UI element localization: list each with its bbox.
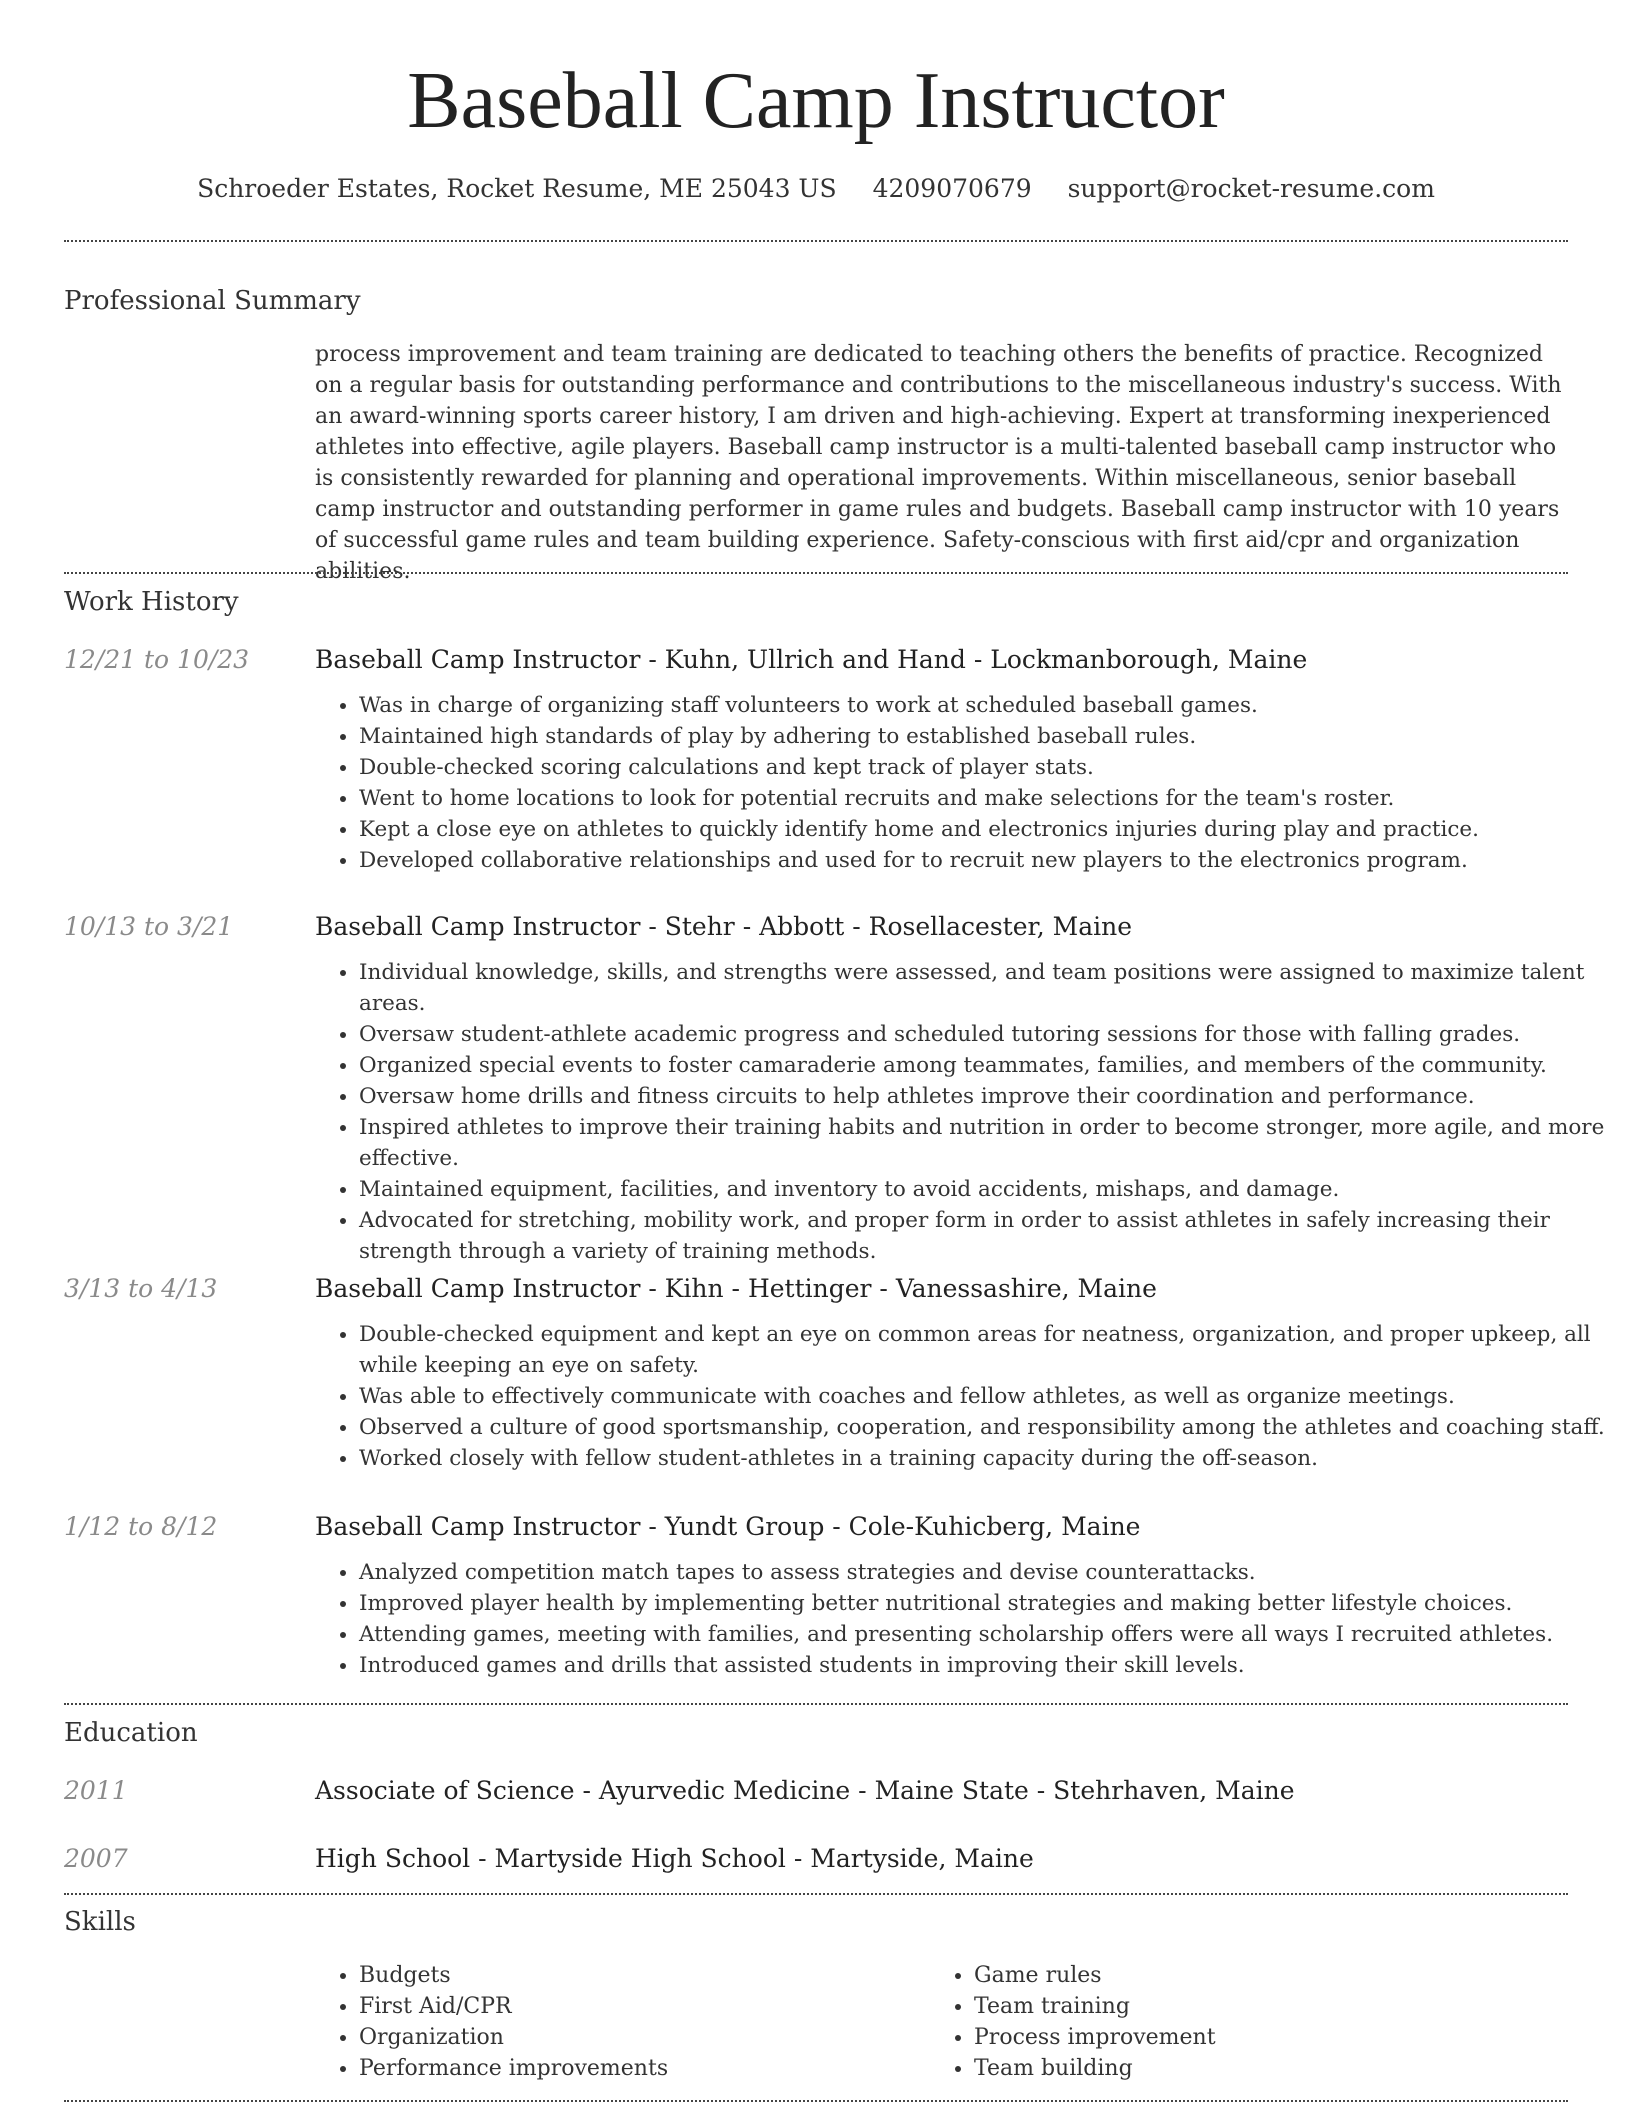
job-bullets	[315, 1319, 1612, 1474]
section-title-summary: Professional Summary	[64, 286, 361, 316]
divider	[64, 1703, 1568, 1705]
list-item: • Was able to effectively communicate with coaches and fellow athletes, as well as organize meetings.	[359, 1381, 1612, 1412]
divider	[64, 2100, 1568, 2102]
list-item: • Game rules	[974, 1960, 1534, 1991]
job-bullets	[315, 690, 1612, 876]
job-bullets	[315, 957, 1612, 1267]
job-dates: 1/12 to 8/12	[64, 1512, 218, 1541]
list-item: • Performance improvements	[359, 2053, 919, 2084]
list-item: • Worked closely with fellow student-athletes in a training capacity during the off-season.	[359, 1443, 1612, 1474]
list-item: • Analyzed competition match tapes to assess strategies and devise counterattacks.	[359, 1557, 1612, 1588]
list-item: • Team building	[974, 2053, 1534, 2084]
job-title: Baseball Camp Instructor - Kihn - Hettinger - Vanessashire, Maine	[315, 1274, 1157, 1303]
list-item: • Double-checked scoring calculations and kept track of player stats.	[359, 752, 1612, 783]
list-item: • Went to home locations to look for potential recruits and make selections for the team's roster.	[359, 783, 1612, 814]
list-item: • Process improvement	[974, 2022, 1534, 2053]
list-item: • Maintained equipment, facilities, and inventory to avoid accidents, mishaps, and damage.	[359, 1174, 1612, 1205]
education-year: 2011	[64, 1776, 128, 1805]
section-title-education: Education	[64, 1718, 198, 1748]
list-item: • Observed a culture of good sportsmanship, cooperation, and responsibility among the athletes and coaching staff.	[359, 1412, 1612, 1443]
list-item: • Improved player health by implementing better nutritional strategies and making better lifestyle choices.	[359, 1588, 1612, 1619]
contact-email: support@rocket-resume.com	[1067, 174, 1435, 203]
list-item: • Organization	[359, 2022, 919, 2053]
candidate-name: Baseball Camp Instructor	[407, 57, 1225, 145]
list-item: • Oversaw student-athlete academic progress and scheduled tutoring sessions for those with falling grades.	[359, 1019, 1612, 1050]
list-item: • Team training	[974, 1991, 1534, 2022]
job-bullets	[315, 1557, 1612, 1681]
section-title-work: Work History	[64, 587, 239, 617]
list-item: • Double-checked equipment and kept an eye on common areas for neatness, organization, and proper upkeep, all while keeping an eye on safety.	[359, 1319, 1612, 1381]
list-item: • Developed collaborative relationships and used for to recruit new players to the electronics program.	[359, 845, 1612, 876]
summary-text: process improvement and team training are dedicated to teaching others the benefits of practice. Recognized on a regular basis for outstanding performance and contributions to the miscellaneous industry's success. With an award-winning sports career history, I am driven and high-achieving. Expert at transforming inexperienced athletes into effective, agile players. Baseball camp instructor is a multi-talented baseball camp instructor who is consistently rewarded for planning and operational improvements. Within miscellaneous, senior baseball camp instructor and outstanding performer in game rules and budgets. Baseball camp instructor with 10 years of successful game rules and team building experience. Safety-conscious with first aid/cpr and organization abilities.	[315, 342, 1562, 584]
divider	[64, 240, 1568, 242]
job-dates: 3/13 to 4/13	[64, 1274, 218, 1303]
job-title: Baseball Camp Instructor - Yundt Group - Cole-Kuhicberg, Maine	[315, 1512, 1141, 1541]
list-item: • Advocated for stretching, mobility work, and proper form in order to assist athletes in safely increasing their strength through a variety of training methods.	[359, 1205, 1612, 1267]
list-item: • Introduced games and drills that assisted students in improving their skill levels.	[359, 1650, 1612, 1681]
list-item: • First Aid/CPR	[359, 1991, 919, 2022]
skills-list-left	[315, 1960, 919, 2084]
job-dates: 10/13 to 3/21	[64, 912, 234, 941]
section-title-skills: Skills	[64, 1907, 136, 1937]
divider	[64, 572, 1568, 574]
contact-address: Schroeder Estates, Rocket Resume, ME 25043 US	[197, 174, 837, 203]
list-item: • Individual knowledge, skills, and strengths were assessed, and team positions were assigned to maximize talent areas.	[359, 957, 1612, 1019]
list-item: • Organized special events to foster camaraderie among teammates, families, and members of the community.	[359, 1050, 1612, 1081]
contact-line	[0, 170, 1632, 208]
education-year: 2007	[64, 1844, 128, 1873]
list-item: • Kept a close eye on athletes to quickly identify home and electronics injuries during play and practice.	[359, 814, 1612, 845]
list-item: • Oversaw home drills and fitness circuits to help athletes improve their coordination and performance.	[359, 1081, 1612, 1112]
education-title: High School - Martyside High School - Martyside, Maine	[315, 1844, 1034, 1873]
list-item: • Budgets	[359, 1960, 919, 1991]
skills-list-right	[930, 1960, 1534, 2084]
job-dates: 12/21 to 10/23	[64, 645, 250, 674]
list-item: • Attending games, meeting with families, and presenting scholarship offers were all ways I recruited athletes.	[359, 1619, 1612, 1650]
job-title: Baseball Camp Instructor - Stehr - Abbott - Rosellacester, Maine	[315, 912, 1132, 941]
education-title: Associate of Science - Ayurvedic Medicine - Maine State - Stehrhaven, Maine	[315, 1776, 1295, 1805]
divider	[64, 1893, 1568, 1895]
list-item: • Was in charge of organizing staff volunteers to work at scheduled baseball games.	[359, 690, 1612, 721]
list-item: • Maintained high standards of play by adhering to established baseball rules.	[359, 721, 1612, 752]
list-item: • Inspired athletes to improve their training habits and nutrition in order to become stronger, more agile, and more effective.	[359, 1112, 1612, 1174]
contact-phone: 4209070679	[872, 174, 1032, 203]
job-title: Baseball Camp Instructor - Kuhn, Ullrich and Hand - Lockmanborough, Maine	[315, 645, 1308, 674]
